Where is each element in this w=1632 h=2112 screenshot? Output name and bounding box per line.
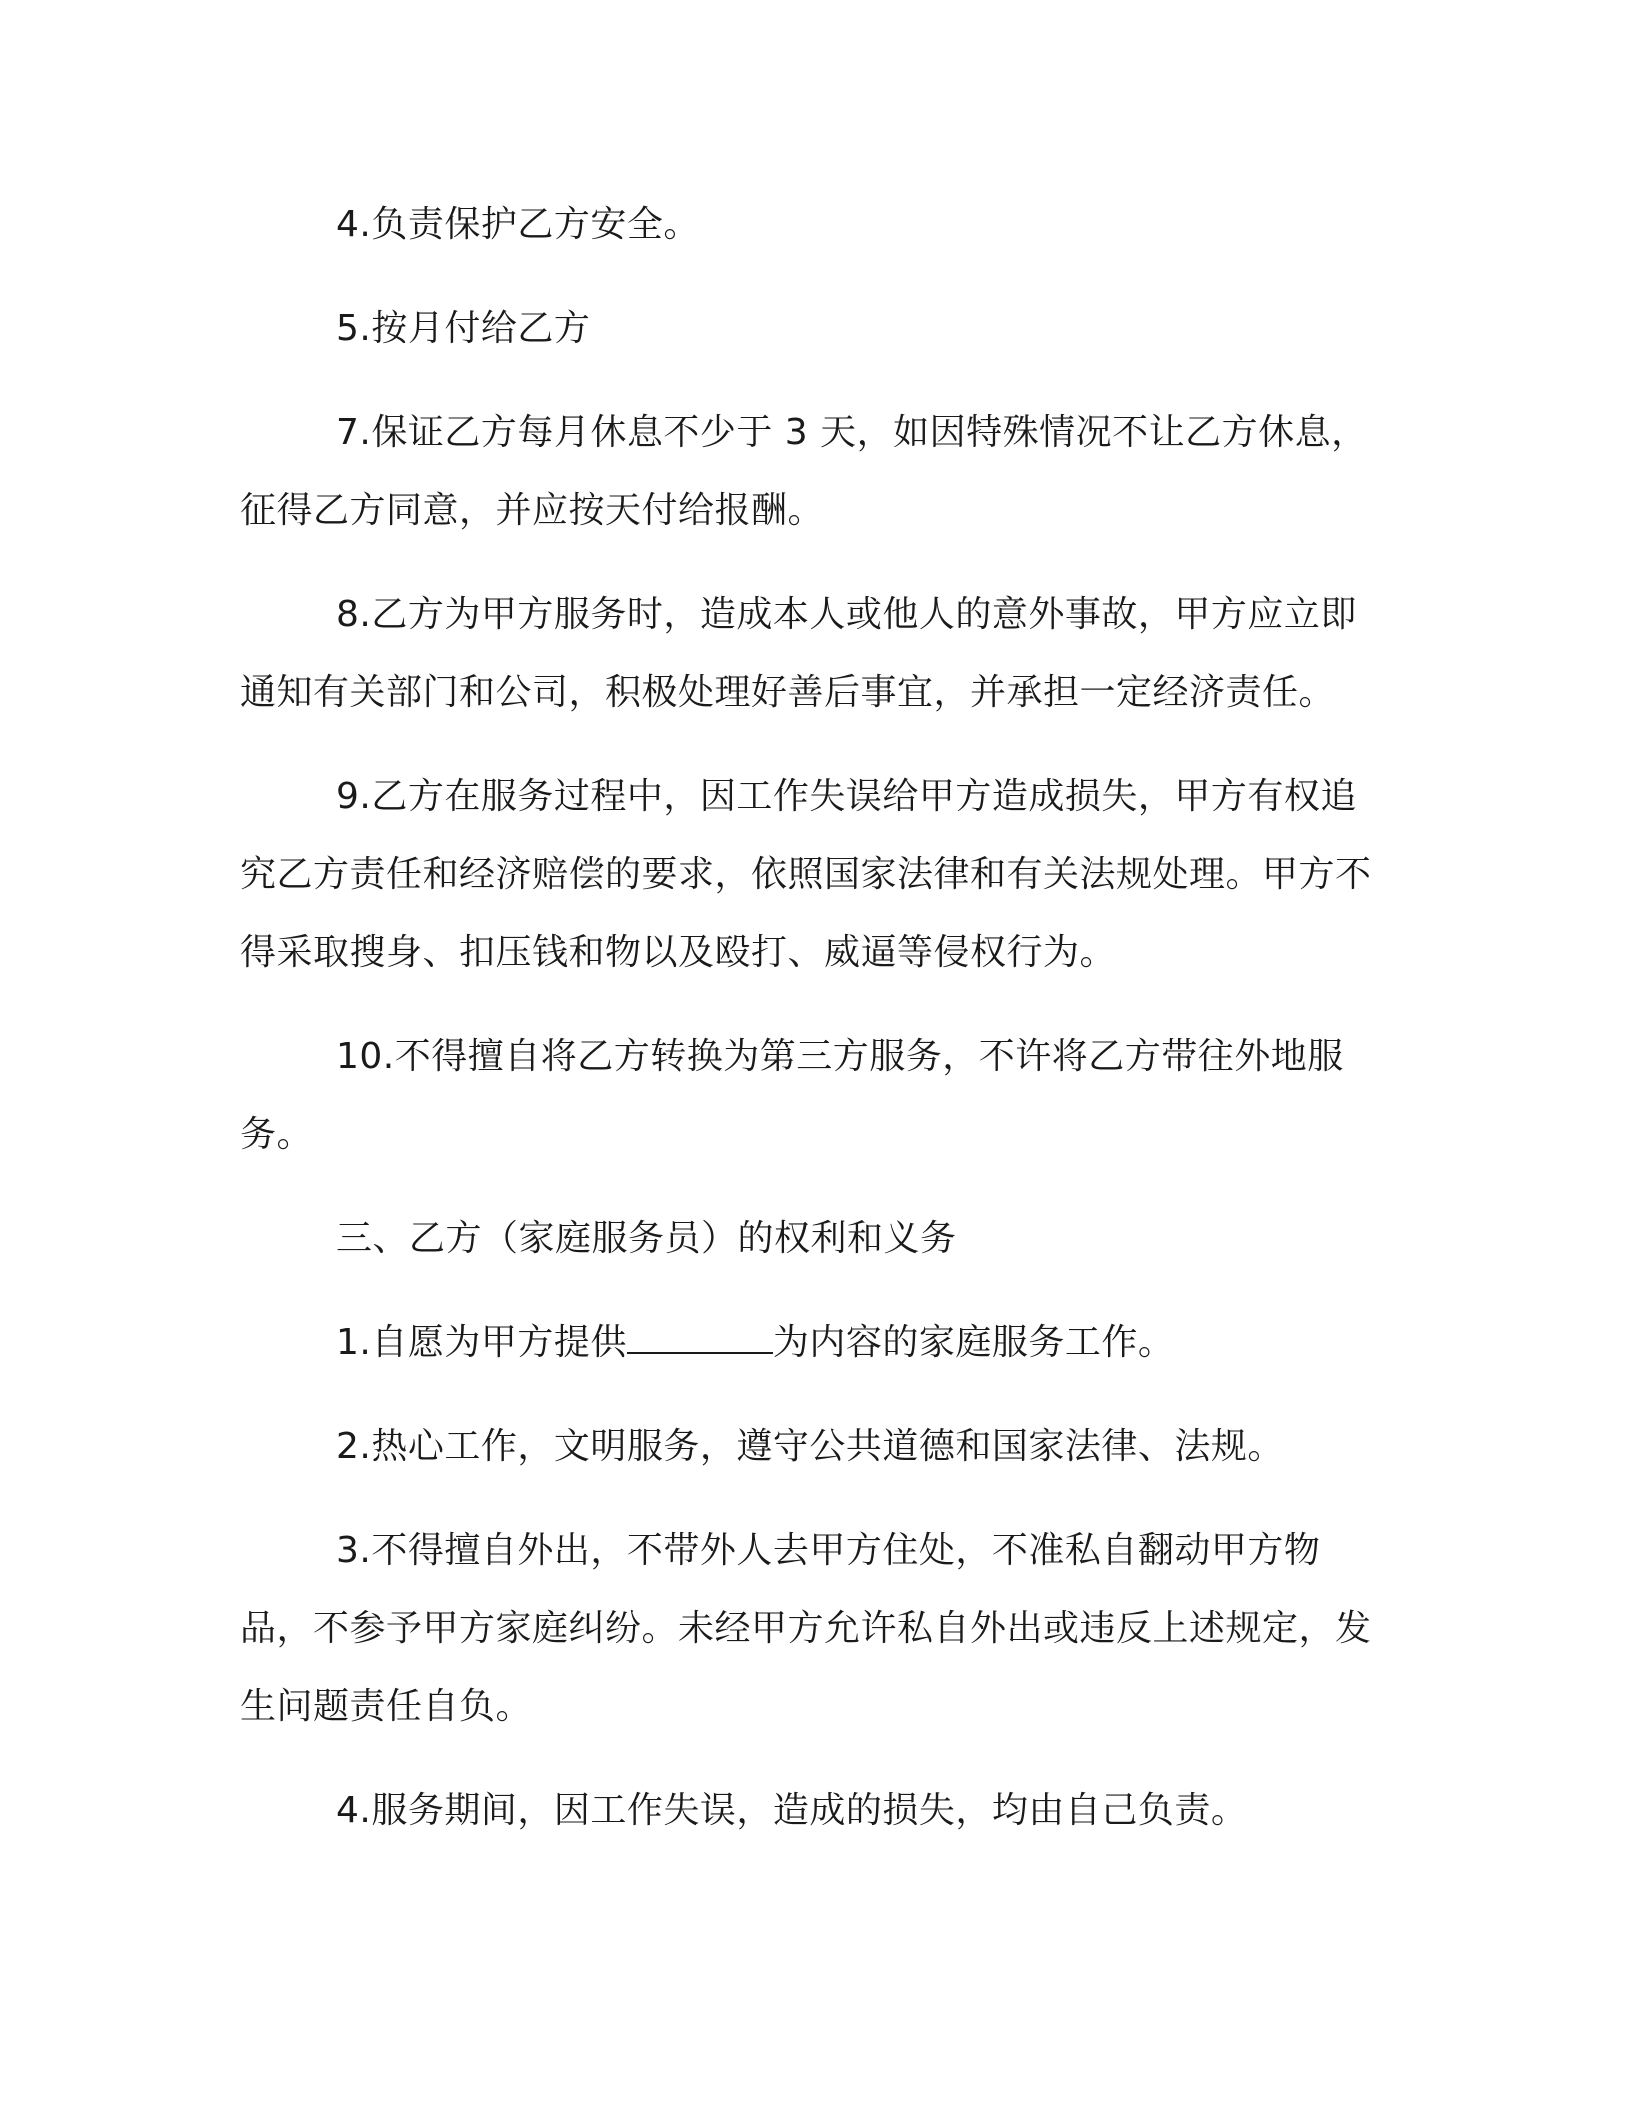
paragraph-gap — [240, 992, 1392, 1018]
paragraph-item-9: 9.乙方在服务过程中，因工作失误给甲方造成损失，甲方有权追究乙方责任和经济赔偿的要求，依照国家法律和有关法规处理。甲方不得采取搜身、扣压钱和物以及殴打、威逼等侵权行为。 — [240, 776, 1372, 973]
paragraph-gap — [240, 1746, 1392, 1772]
paragraph-gap — [240, 550, 1392, 576]
paragraph-item-5: 5.按月付给乙方 — [336, 308, 591, 349]
paragraph-gap — [240, 1278, 1392, 1304]
paragraph-gap — [240, 1486, 1392, 1512]
paragraph-item-4: 4.负责保护乙方安全。 — [336, 204, 700, 245]
paragraph-gap — [240, 1174, 1392, 1200]
paragraph-duty-4: 4.服务期间，因工作失误，造成的损失，均由自己负责。 — [336, 1790, 1248, 1831]
paragraph-duty-3: 3.不得擅自外出，不带外人去甲方住处，不准私自翻动甲方物品，不参予甲方家庭纠纷。未经甲方允许私自外出或违反上述规定，发生问题责任自负。 — [240, 1530, 1372, 1727]
paragraph-gap — [240, 368, 1392, 394]
paragraph-item-7: 7.保证乙方每月休息不少于 3 天，如因特殊情况不让乙方休息，征得乙方同意，并应按天付给报酬。 — [240, 412, 1368, 531]
document-body — [240, 186, 1392, 1850]
section-heading-party-b: 三、乙方（家庭服务员）的权利和义务 — [336, 1218, 957, 1259]
paragraph-item-10: 10.不得擅自将乙方转换为第三方服务，不许将乙方带往外地服务。 — [240, 1036, 1344, 1155]
paragraph-gap — [240, 1382, 1392, 1408]
paragraph-gap — [240, 264, 1392, 290]
paragraph-duty-1 — [240, 1304, 1392, 1382]
duty-1-text-before: 1.自愿为甲方提供 — [336, 1322, 627, 1363]
duty-1-text-after: 为内容的家庭服务工作。 — [772, 1322, 1175, 1363]
fill-in-blank-line — [627, 1318, 773, 1354]
paragraph-duty-2: 2.热心工作，文明服务，遵守公共道德和国家法律、法规。 — [336, 1426, 1284, 1467]
paragraph-item-8: 8.乙方为甲方服务时，造成本人或他人的意外事故，甲方应立即通知有关部门和公司，积极处理好善后事宜，并承担一定经济责任。 — [240, 594, 1357, 713]
paragraph-gap — [240, 732, 1392, 758]
